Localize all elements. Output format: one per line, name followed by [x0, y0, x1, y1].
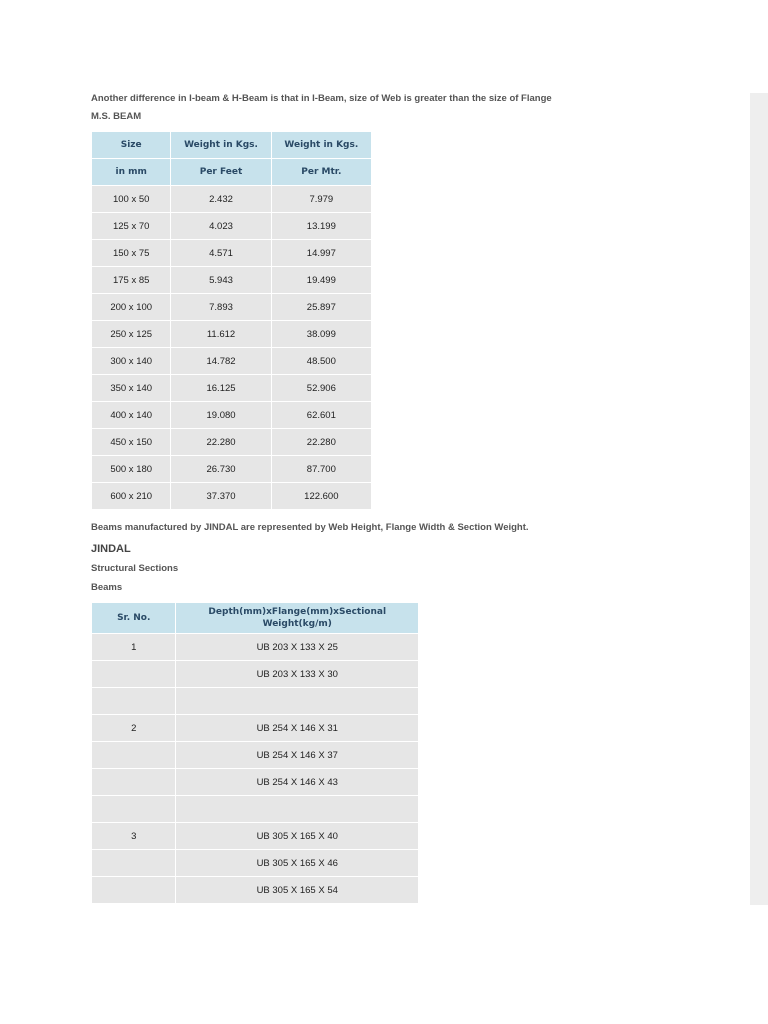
table-cell: 62.601	[271, 402, 371, 429]
table-cell: UB 254 X 146 X 31	[176, 715, 419, 742]
table-cell	[92, 877, 176, 904]
table-header-row	[92, 159, 372, 186]
table-row	[92, 742, 419, 769]
table-cell: 7.979	[271, 186, 371, 213]
table-cell: 13.199	[271, 213, 371, 240]
table-row	[92, 688, 419, 715]
header-per-mtr: Per Mtr.	[271, 159, 371, 186]
header-depth-flange-weight: Depth(mm)xFlange(mm)xSectional Weight(kg/m)	[176, 603, 419, 634]
table-cell: UB 254 X 146 X 43	[176, 769, 419, 796]
intro-paragraph: Another difference in I-beam & H-Beam is that in I-Beam, size of Web is greater than the size of Flange	[91, 93, 552, 104]
table-row	[92, 294, 372, 321]
table-cell: 87.700	[271, 456, 371, 483]
table-cell: 14.782	[171, 348, 271, 375]
table-cell: UB 203 X 133 X 25	[176, 634, 419, 661]
table-cell	[92, 688, 176, 715]
table-cell: 22.280	[271, 429, 371, 456]
table-cell: 19.080	[171, 402, 271, 429]
table-cell: 7.893	[171, 294, 271, 321]
table-cell: 400 x 140	[92, 402, 171, 429]
table-row	[92, 375, 372, 402]
header-unit-mm: in mm	[92, 159, 171, 186]
table-cell: 38.099	[271, 321, 371, 348]
table-row	[92, 796, 419, 823]
table-cell: 25.897	[271, 294, 371, 321]
table-row	[92, 321, 372, 348]
ms-beam-table	[91, 131, 372, 510]
table-cell	[92, 850, 176, 877]
table-cell	[92, 796, 176, 823]
table-cell: 4.571	[171, 240, 271, 267]
table-cell: 600 x 210	[92, 483, 171, 510]
table-row	[92, 850, 419, 877]
table-cell: UB 254 X 146 X 37	[176, 742, 419, 769]
table-row	[92, 267, 372, 294]
table-row	[92, 186, 372, 213]
vertical-scrollbar[interactable]	[750, 93, 768, 905]
table-cell: 16.125	[171, 375, 271, 402]
table-cell: 5.943	[171, 267, 271, 294]
table-row	[92, 456, 372, 483]
header-per-feet: Per Feet	[171, 159, 271, 186]
table-cell: 175 x 85	[92, 267, 171, 294]
table-cell: 250 x 125	[92, 321, 171, 348]
table-cell: 26.730	[171, 456, 271, 483]
table-cell: 3	[92, 823, 176, 850]
table-cell: 100 x 50	[92, 186, 171, 213]
table-cell: 19.499	[271, 267, 371, 294]
table-cell: 1	[92, 634, 176, 661]
table-cell: 500 x 180	[92, 456, 171, 483]
table-cell	[176, 796, 419, 823]
table-cell	[92, 661, 176, 688]
table-row	[92, 769, 419, 796]
header-weight-feet: Weight in Kgs.	[171, 132, 271, 159]
table-row	[92, 402, 372, 429]
table-header-row	[92, 132, 372, 159]
table-cell	[92, 769, 176, 796]
header-sr-no: Sr. No.	[92, 603, 176, 634]
table-row	[92, 715, 419, 742]
table-cell: 2.432	[171, 186, 271, 213]
table-row	[92, 240, 372, 267]
table-cell: 22.280	[171, 429, 271, 456]
table-header-row	[92, 603, 419, 634]
jindal-beams-table	[91, 602, 419, 904]
table-cell: 150 x 75	[92, 240, 171, 267]
table-cell	[176, 688, 419, 715]
table-row	[92, 661, 419, 688]
table-row	[92, 213, 372, 240]
table-row	[92, 348, 372, 375]
table-cell: UB 305 X 165 X 54	[176, 877, 419, 904]
table-cell: UB 203 X 133 X 30	[176, 661, 419, 688]
header-size: Size	[92, 132, 171, 159]
structural-sections-label: Structural Sections	[91, 563, 179, 574]
header-weight-mtr: Weight in Kgs.	[271, 132, 371, 159]
jindal-heading: JINDAL	[91, 543, 131, 555]
table-cell: 4.023	[171, 213, 271, 240]
table-cell: 200 x 100	[92, 294, 171, 321]
beams-label: Beams	[91, 582, 123, 593]
table-cell: 125 x 70	[92, 213, 171, 240]
table-row	[92, 429, 372, 456]
table-row	[92, 823, 419, 850]
table-cell: 14.997	[271, 240, 371, 267]
table-cell: 350 x 140	[92, 375, 171, 402]
table-cell: 300 x 140	[92, 348, 171, 375]
table-cell: 122.600	[271, 483, 371, 510]
table-cell: 11.612	[171, 321, 271, 348]
ms-beam-label: M.S. BEAM	[91, 111, 142, 122]
jindal-paragraph: Beams manufactured by JINDAL are represented by Web Height, Flange Width & Section Weight.	[91, 522, 529, 533]
table-cell	[92, 742, 176, 769]
table-cell: 37.370	[171, 483, 271, 510]
table-row	[92, 877, 419, 904]
table-row	[92, 634, 419, 661]
table-cell: 2	[92, 715, 176, 742]
table-cell: UB 305 X 165 X 46	[176, 850, 419, 877]
table-cell: 48.500	[271, 348, 371, 375]
table-row	[92, 483, 372, 510]
table-cell: 450 x 150	[92, 429, 171, 456]
table-cell: 52.906	[271, 375, 371, 402]
table-cell: UB 305 X 165 X 40	[176, 823, 419, 850]
